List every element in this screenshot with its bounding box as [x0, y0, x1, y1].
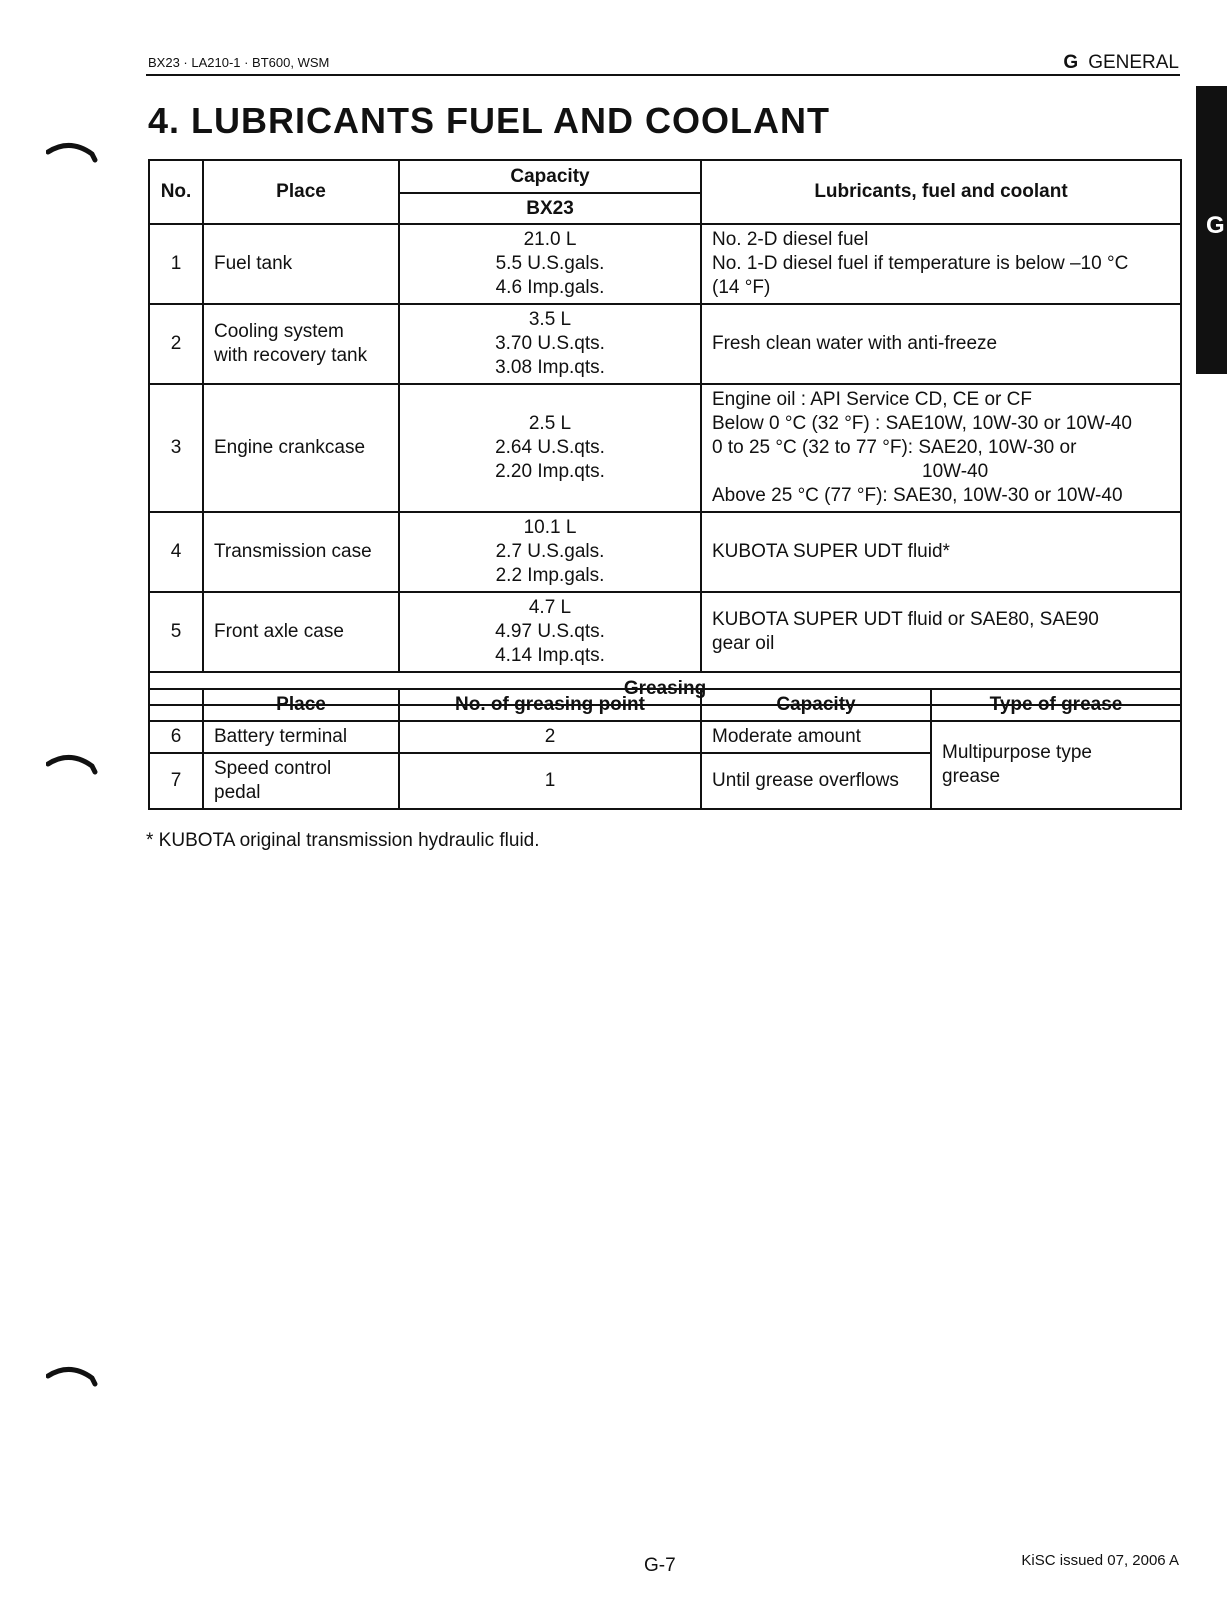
- row-lubricant: No. 2-D diesel fuel No. 1-D diesel fuel if temperature is below –10 °C (14 °F): [701, 224, 1181, 304]
- binder-hole-mark-middle: [46, 752, 98, 782]
- greasing-heading: Greasing: [149, 672, 1181, 705]
- header-capacity: Capacity: [399, 160, 701, 193]
- header-section-name: GENERAL: [1088, 52, 1179, 73]
- row-capacity: 2.5 L 2.64 U.S.qts. 2.20 Imp.qts.: [399, 384, 701, 512]
- row-no: 4: [149, 512, 203, 592]
- header-model-line: BX23 · LA210-1 · BT600, WSM: [148, 55, 330, 70]
- grease-type: Multipurpose type grease: [931, 721, 1181, 809]
- footnote: * KUBOTA original transmission hydraulic fluid.: [146, 830, 540, 851]
- table-row: [149, 224, 1181, 304]
- row-lubricant: KUBOTA SUPER UDT fluid or SAE80, SAE90 gear oil: [701, 592, 1181, 672]
- table-row: [149, 512, 1181, 592]
- row-no: 3: [149, 384, 203, 512]
- row-capacity: 10.1 L 2.7 U.S.gals. 2.2 Imp.gals.: [399, 512, 701, 592]
- grease-header-points: No. of greasing point: [399, 689, 701, 721]
- grease-header-place: Place: [203, 689, 399, 721]
- binder-hole-mark-top: [46, 140, 98, 170]
- header-lubricants: Lubricants, fuel and coolant: [701, 160, 1181, 224]
- header-rule: [146, 74, 1180, 76]
- row-capacity: 4.7 L 4.97 U.S.qts. 4.14 Imp.qts.: [399, 592, 701, 672]
- table-row: [149, 721, 1181, 753]
- row-place: Cooling system with recovery tank: [203, 304, 399, 384]
- lubricants-table: [148, 159, 1182, 706]
- row-place: Front axle case: [203, 592, 399, 672]
- header-no: No.: [149, 160, 203, 224]
- greasing-table: [148, 688, 1182, 810]
- header-model: BX23: [399, 193, 701, 224]
- page-title: 4. LUBRICANTS FUEL AND COOLANT: [148, 100, 830, 141]
- row-no: 7: [149, 753, 203, 809]
- table-row: [149, 384, 1181, 512]
- row-no: 6: [149, 721, 203, 753]
- binder-hole-mark-bottom: [46, 1364, 98, 1394]
- table-row: [149, 304, 1181, 384]
- row-place: Transmission case: [203, 512, 399, 592]
- table-row: [149, 592, 1181, 672]
- issue-label: KiSC issued 07, 2006 A: [1021, 1552, 1179, 1569]
- row-no: 2: [149, 304, 203, 384]
- header-place: Place: [203, 160, 399, 224]
- page-number: G-7: [644, 1555, 676, 1576]
- row-place: Fuel tank: [203, 224, 399, 304]
- row-place: Engine crankcase: [203, 384, 399, 512]
- header-section: [1063, 52, 1179, 74]
- row-capacity: Until grease overflows: [701, 753, 931, 809]
- row-no: 5: [149, 592, 203, 672]
- row-place: Battery terminal: [203, 721, 399, 753]
- row-points: 1: [399, 753, 701, 809]
- grease-header-no: [149, 689, 203, 721]
- row-no: 1: [149, 224, 203, 304]
- row-capacity: 3.5 L 3.70 U.S.qts. 3.08 Imp.qts.: [399, 304, 701, 384]
- section-tab-letter: G: [1206, 212, 1225, 239]
- grease-header-capacity: Capacity: [701, 689, 931, 721]
- row-place: Speed control pedal: [203, 753, 399, 809]
- row-lubricant: KUBOTA SUPER UDT fluid*: [701, 512, 1181, 592]
- grease-header-type: Type of grease: [931, 689, 1181, 721]
- row-lubricant: Engine oil : API Service CD, CE or CF Below 0 °C (32 °F) : SAE10W, 10W-30 or 10W-40 0 to 25 °C (32 to 77 °F): SAE20, 10W-30 or 10W-40 Above 25 °C (77 °F): SAE30, 10W-30 or 10W-40: [701, 384, 1181, 512]
- row-capacity: 21.0 L 5.5 U.S.gals. 4.6 Imp.gals.: [399, 224, 701, 304]
- row-lubricant: Fresh clean water with anti-freeze: [701, 304, 1181, 384]
- row-points: 2: [399, 721, 701, 753]
- header-section-letter: G: [1063, 52, 1079, 73]
- row-capacity: Moderate amount: [701, 721, 931, 753]
